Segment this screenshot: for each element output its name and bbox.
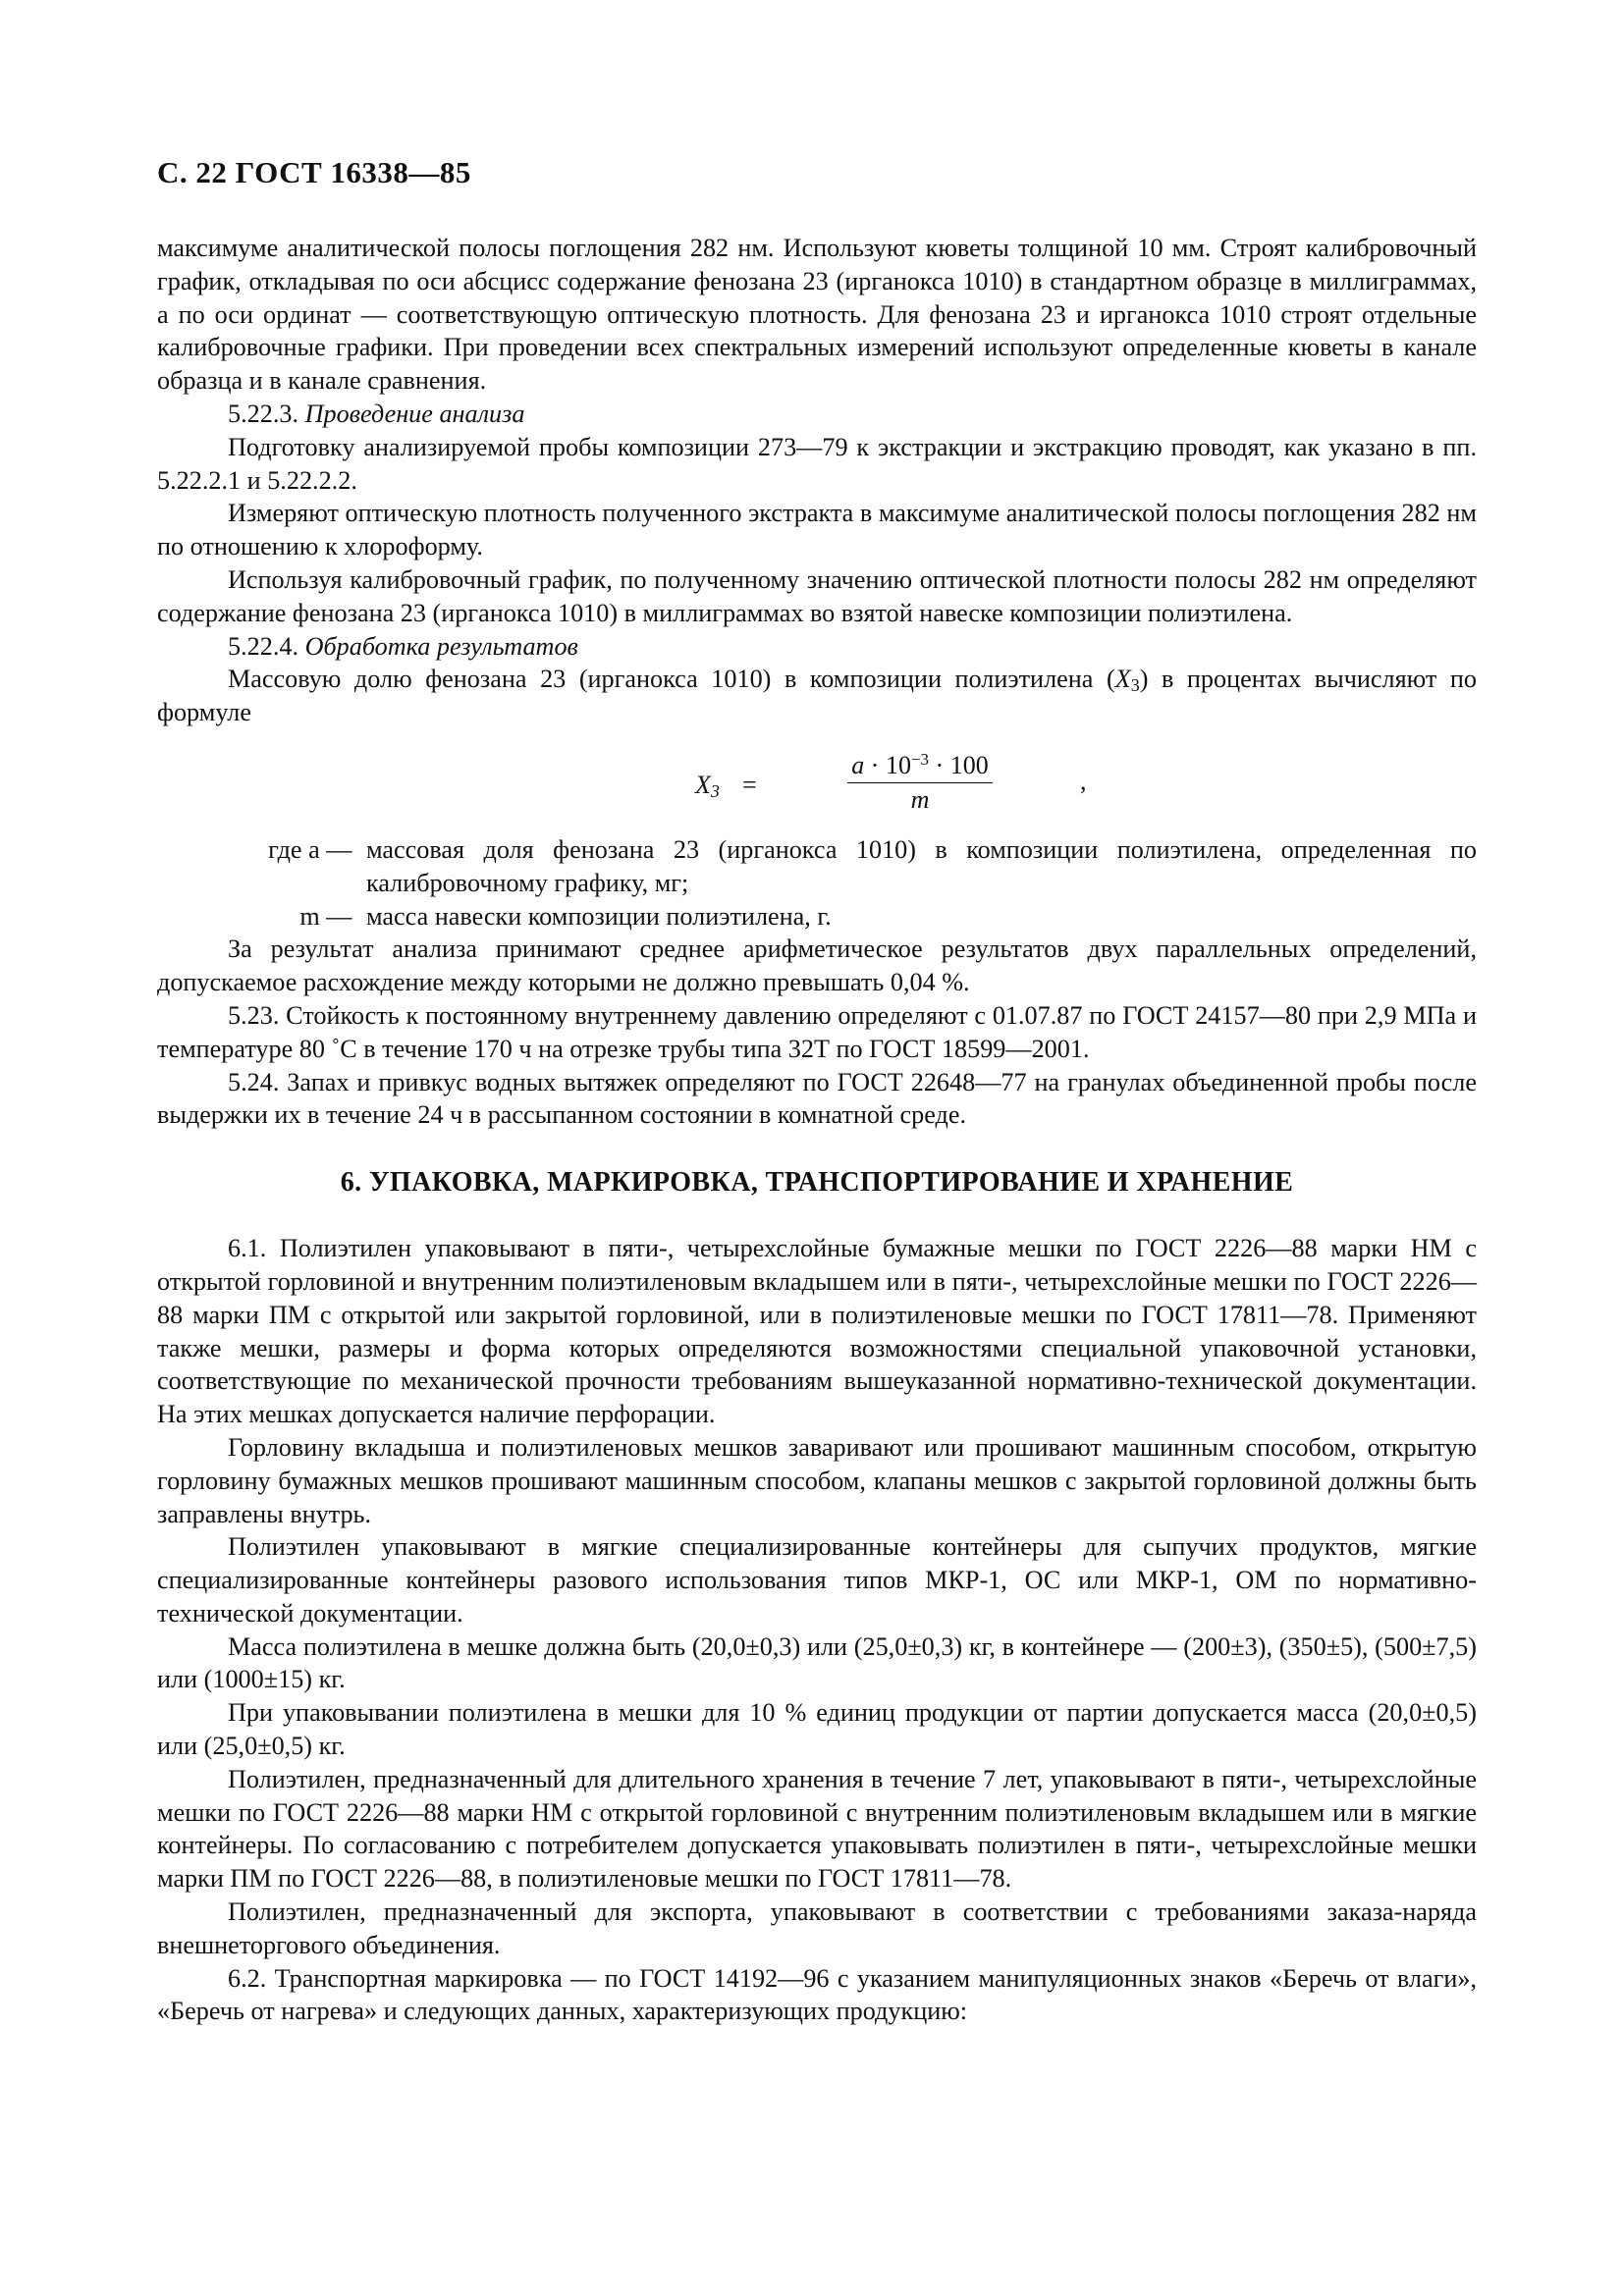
text-run: Массовую долю фенозана 23 (ирганокса 1010) в композиции полиэтилена ( (228, 665, 1115, 694)
clause-5-22-4-heading (157, 630, 1477, 664)
clause-title: Проведение анализа (304, 399, 525, 428)
section-6-paragraph: Масса полиэтилена в мешке должна быть (20,0±0,3) или (25,0±0,3) кг, в контейнере — (200±3), (350±5), (500±7,5) или (1000±15) кг. (157, 1631, 1477, 1694)
page-header: С. 22 ГОСТ 16338—85 (157, 155, 471, 189)
legend-key: m — (299, 901, 358, 931)
formula-fraction (768, 751, 1072, 817)
legend-value: массовая доля фенозана 23 (ирганокса 1010) в композиции полиэтилена, определенная по калибровочному графику, мг; (366, 834, 1477, 897)
clause-5-22-3-heading (157, 398, 1477, 431)
formula-var-a: a (851, 750, 865, 779)
clause-5-24: 5.24. Запах и привкус водных вытяжек определяют по ГОСТ 22648—77 на гранулах объединенной пробы после выдержки их в течение 24 ч в рассыпанном состоянии в комнатной среде. (157, 1067, 1477, 1130)
clause-5-22-3-paragraph-2: Измеряют оптическую плотность полученного экстракта в максимуме аналитической полосы поглощения 282 нм по отношению к хлороформу. (157, 499, 1477, 561)
clause-5-22-3-paragraph-3: Используя калибровочный график, по полученному значению оптической плотности полосы 282 нм определяют содержание фенозана 23 (ирганокса 1010) в миллиграммах во взятой навеске композиции полиэтилена. (157, 564, 1477, 627)
formula-numerator (847, 751, 993, 783)
legend-item (157, 833, 1477, 900)
clause-5-22-3-paragraph-1: Подготовку анализируемой пробы композиции 273—79 к экстракции и экстракцию проводят, как указано в пп. 5.22.2.1 и 5.22.2.2. (157, 432, 1477, 495)
clause-number: 5.22.4. (228, 631, 299, 661)
legend-value: масса навески композиции полиэтилена, г. (366, 901, 832, 931)
text-run: ) в процентах вычисляют по формуле (157, 665, 1478, 727)
formula-exponent: −3 (910, 749, 930, 769)
document-page (157, 155, 1477, 2028)
clause-6-2: 6.2. Транспортная маркировка — по ГОСТ 14192—96 с указанием манипуляционных знаков «Беречь от влаги», «Беречь от нагрева» и следующих данных, характеризующих продукцию: (157, 1963, 1477, 2026)
clause-6-1: 6.1. Полиэтилен упаковывают в пяти-, четырехслойные бумажные мешки по ГОСТ 2226—88 марки НМ с открытой горловиной и внутренним полиэтиленовым вкладышем или в пяти-, четырехслойные мешки по ГОСТ 2226—88 марки ПМ с открытой или закрытой горловиной, или в полиэтиленовые мешки по ГОСТ 17811—78. Применяют также мешки, размеры и форма которых определяются возможностями специальной упаковочной установки, соответствующие по механической прочности требованиям вышеуказанной нормативно-технической документации. На этих мешках допускается наличие перфорации. (157, 1234, 1477, 1429)
formula-lhs (695, 771, 720, 800)
formula-equals: = (742, 770, 757, 799)
variable-x: X (1114, 665, 1131, 694)
section-6-paragraph: Горловину вкладыша и полиэтиленовых мешков заваривают или прошивают машинным способом, открытую горловину бумажных мешков прошивают машинным способом, клапаны мешков с закрытой горловиной должны быть заправлены внутрь. (157, 1432, 1477, 1528)
formula-legend (157, 833, 1477, 933)
section-6-paragraph: При упаковывании полиэтилена в мешки для 10 % единиц продукции от партии допускается масса (20,0±0,5) или (25,0±0,5) кг. (157, 1698, 1477, 1761)
formula-denominator: m (910, 784, 930, 814)
section-6-paragraph: Полиэтилен упаковывают в мягкие специализированные контейнеры для сыпучих продуктов, мягкие специализированные контейнеры разового использования типов МКР-1, ОС или МКР-1, ОМ по нормативно-технической документации. (157, 1532, 1477, 1628)
formula-text: · 100 (929, 750, 989, 779)
clause-5-22-4-paragraph (157, 663, 1477, 729)
formula-subscript: 3 (710, 780, 720, 801)
clause-number: 5.22.3. (228, 399, 299, 428)
result-paragraph: За результат анализа принимают среднее арифметическое результатов двух параллельных определений, допускаемое расхождение между которыми не должно превышать 0,04 %. (157, 934, 1477, 997)
formula-x3 (157, 729, 1477, 833)
formula-text: · 10 (864, 750, 911, 779)
section-6-paragraph: Полиэтилен, предназначенный для длительного хранения в течение 7 лет, упаковывают в пяти-, четырехслойные мешки по ГОСТ 2226—88 марки НМ с открытой горловиной с внутренним полиэтиленовым вкладышем или в мягкие контейнеры. По согласованию с потребителем допускается упаковывать полиэтилен в пяти-, четырехслойные мешки марки ПМ по ГОСТ 2226—88, в полиэтиленовые мешки по ГОСТ 17811—78. (157, 1764, 1477, 1894)
intro-paragraph: максимуме аналитической полосы поглощения 282 нм. Используют кюветы толщиной 10 мм. Строят калибровочный график, откладывая по оси абсцисс содержание фенозана 23 (ирганокса 1010) в стандартном образце в миллиграммах, а по оси ординат — соответствующую оптическую плотность. Для фенозана 23 и ирганокса 1010 строят отдельные калибровочные графики. При проведении всех спектральных измерений используют определенные кюветы в канале образца и в канале сравнения. (157, 234, 1477, 396)
formula-variable: X (695, 770, 711, 799)
section-6-paragraph: Полиэтилен, предназначенный для экспорта, упаковывают в соответствии с требованиями заказа-наряда внешнеторгового объединения. (157, 1897, 1477, 1959)
formula-comma: , (1080, 766, 1087, 795)
clause-title: Обработка результатов (304, 631, 578, 661)
clause-5-23: 5.23. Стойкость к постоянному внутреннему давлению определяют с 01.07.87 по ГОСТ 24157—80 при 2,9 МПа и температуре 80 ˚С в течение 170 ч на отрезке трубы типа 32Т по ГОСТ 18599—2001. (157, 1000, 1477, 1063)
legend-key: где a — (268, 834, 358, 864)
variable-subscript: 3 (1130, 675, 1140, 696)
section-6-title: 6. УПАКОВКА, МАРКИРОВКА, ТРАНСПОРТИРОВАНИЕ И ХРАНЕНИЕ (340, 1167, 1294, 1199)
legend-item (157, 900, 1477, 934)
